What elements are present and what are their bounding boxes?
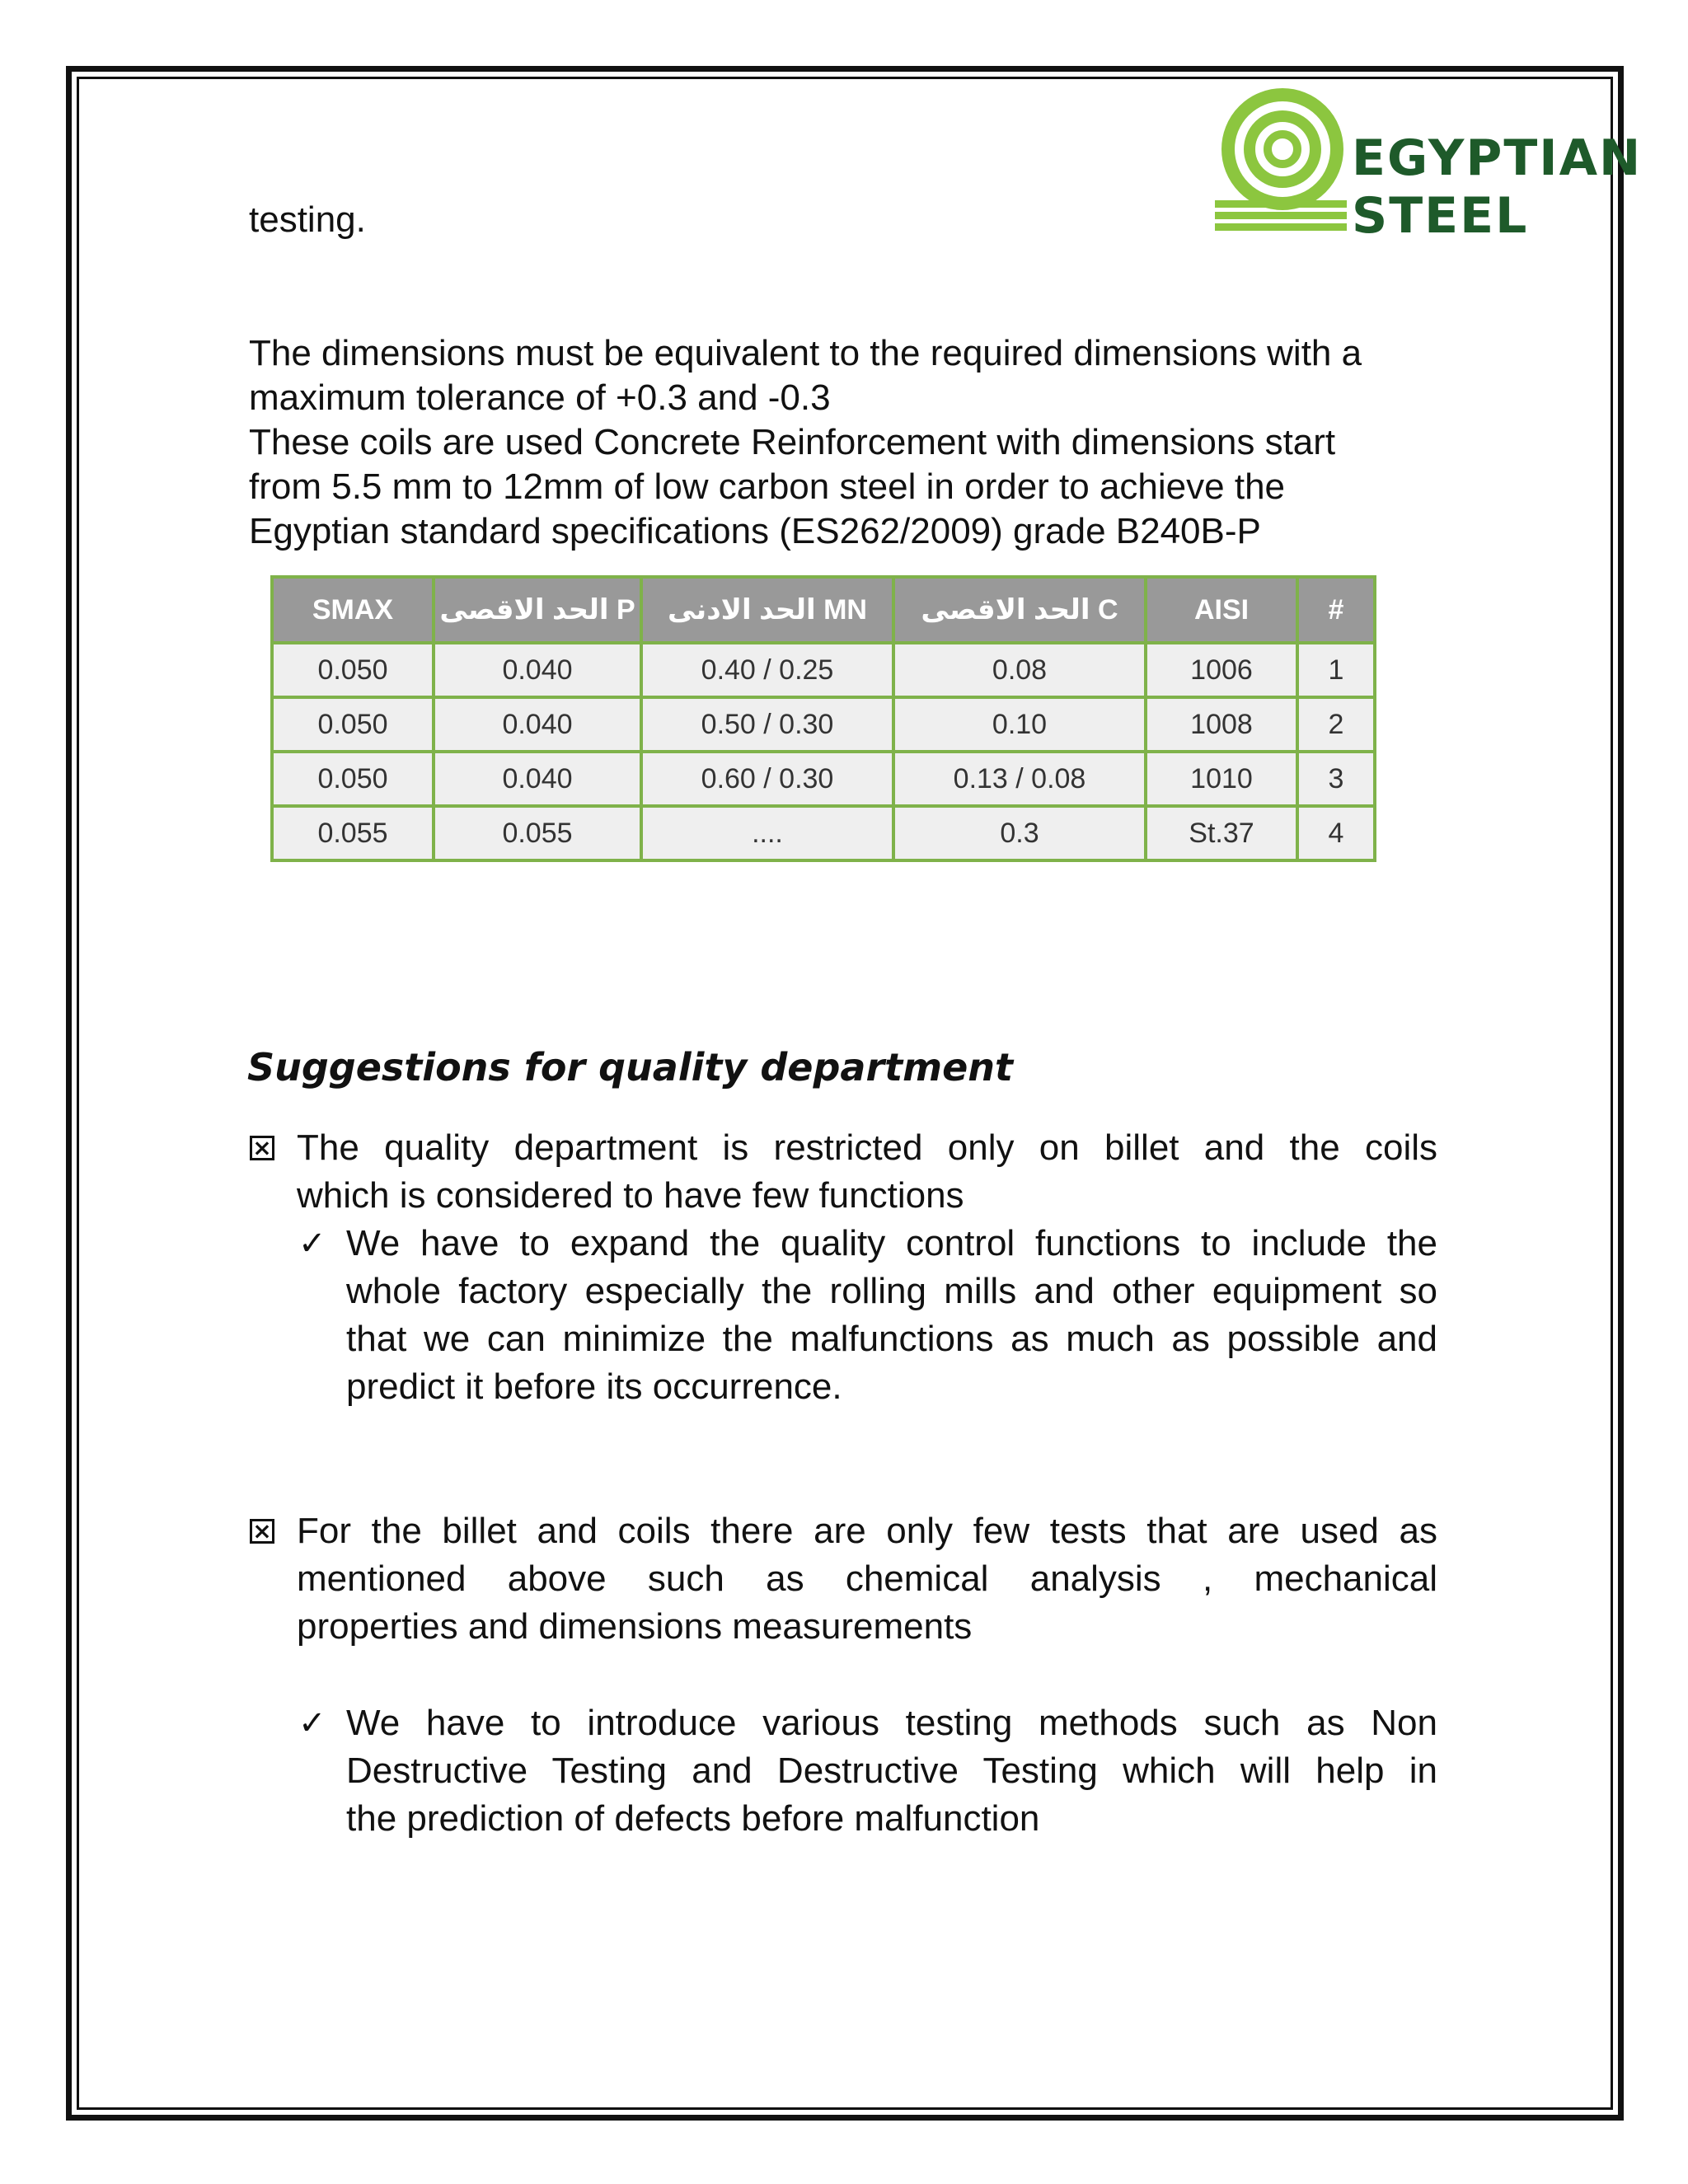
suggestion-sub-line: Destructive Testing and Destructive Testing which will help in bbox=[346, 1750, 1437, 1791]
table-cell: 2 bbox=[1297, 697, 1375, 752]
table-cell: 0.08 bbox=[893, 643, 1146, 697]
table-cell: 1006 bbox=[1146, 643, 1297, 697]
table-cell: .... bbox=[641, 806, 893, 860]
suggestions-heading: Suggestions for quality department bbox=[247, 1045, 1014, 1090]
suggestion-line: properties and dimensions measurements bbox=[297, 1606, 973, 1647]
table-cell: 3 bbox=[1297, 752, 1375, 806]
table-cell: 0.050 bbox=[272, 752, 434, 806]
x-box-icon: × bbox=[250, 1136, 274, 1160]
suggestion-sub-line: that we can minimize the malfunctions as much as possible and bbox=[346, 1319, 1437, 1359]
table-cell: 0.050 bbox=[272, 697, 434, 752]
col-header-aisi: AISI bbox=[1146, 577, 1297, 643]
table-cell: 0.10 bbox=[893, 697, 1146, 752]
col-header-c-max: C الحد الاقصى bbox=[893, 577, 1146, 643]
table-cell: 1 bbox=[1297, 643, 1375, 697]
suggestion-line: mentioned above such as chemical analysis , mechanical bbox=[297, 1558, 1437, 1599]
suggestion-sub-line: the prediction of defects before malfunction bbox=[346, 1798, 1040, 1839]
suggestion-line: The quality department is restricted only on billet and the coils bbox=[297, 1127, 1437, 1168]
table-cell: 0.040 bbox=[434, 697, 641, 752]
x-box-icon: × bbox=[250, 1519, 274, 1544]
table-cell: 4 bbox=[1297, 806, 1375, 860]
col-header-number: # bbox=[1297, 577, 1375, 643]
table-cell: 0.60 / 0.30 bbox=[641, 752, 893, 806]
logo-line-1: EGYPTIAN bbox=[1352, 129, 1643, 187]
table-row bbox=[272, 806, 1375, 860]
suggestion-sub-line: We have to expand the quality control functions to include the bbox=[346, 1223, 1437, 1263]
table-cell: 0.040 bbox=[434, 752, 641, 806]
suggestion-sub-line: predict it before its occurrence. bbox=[346, 1366, 842, 1407]
suggestion-sub-2 bbox=[346, 1699, 1437, 1843]
table-cell: 1010 bbox=[1146, 752, 1297, 806]
intro-fragment: testing. bbox=[249, 199, 366, 240]
suggestion-item-2 bbox=[297, 1507, 1437, 1651]
checkmark-icon: ✓ bbox=[298, 1704, 326, 1742]
suggestion-sub-1 bbox=[346, 1220, 1437, 1411]
table-cell: 0.13 / 0.08 bbox=[893, 752, 1146, 806]
table-cell: 0.050 bbox=[272, 643, 434, 697]
suggestion-sub-line: whole factory especially the rolling mills and other equipment so bbox=[346, 1271, 1437, 1311]
table-row bbox=[272, 752, 1375, 806]
table-cell: 0.055 bbox=[272, 806, 434, 860]
intro-line: maximum tolerance of +0.3 and -0.3 bbox=[249, 377, 831, 418]
table-cell: 0.3 bbox=[893, 806, 1146, 860]
table-header-row bbox=[272, 577, 1375, 643]
table-row bbox=[272, 643, 1375, 697]
table-cell: St.37 bbox=[1146, 806, 1297, 860]
table-cell: 0.40 / 0.25 bbox=[641, 643, 893, 697]
suggestion-item-1 bbox=[297, 1124, 1437, 1220]
table-cell: 1008 bbox=[1146, 697, 1297, 752]
checkmark-icon: ✓ bbox=[298, 1225, 326, 1263]
suggestion-line: For the billet and coils there are only few tests that are used as bbox=[297, 1511, 1437, 1551]
intro-line: These coils are used Concrete Reinforcement with dimensions start bbox=[249, 422, 1336, 462]
table-cell: 0.055 bbox=[434, 806, 641, 860]
steel-spec-table bbox=[270, 575, 1376, 862]
intro-line: The dimensions must be equivalent to the required dimensions with a bbox=[249, 333, 1362, 373]
table-row bbox=[272, 697, 1375, 752]
intro-line: Egyptian standard specifications (ES262/2009) grade B240B-P bbox=[249, 511, 1261, 551]
col-header-p-max: P الحد الاقصى bbox=[434, 577, 641, 643]
table-cell: 0.50 / 0.30 bbox=[641, 697, 893, 752]
col-header-mn-min: MN الحد الادنى bbox=[641, 577, 893, 643]
col-header-smax: SMAX bbox=[272, 577, 434, 643]
suggestion-line: which is considered to have few functions bbox=[297, 1175, 964, 1216]
suggestion-sub-line: We have to introduce various testing methods such as Non bbox=[346, 1703, 1437, 1743]
table-cell: 0.040 bbox=[434, 643, 641, 697]
logo-line-2: STEEL bbox=[1352, 187, 1529, 245]
intro-line: from 5.5 mm to 12mm of low carbon steel in order to achieve the bbox=[249, 466, 1286, 507]
